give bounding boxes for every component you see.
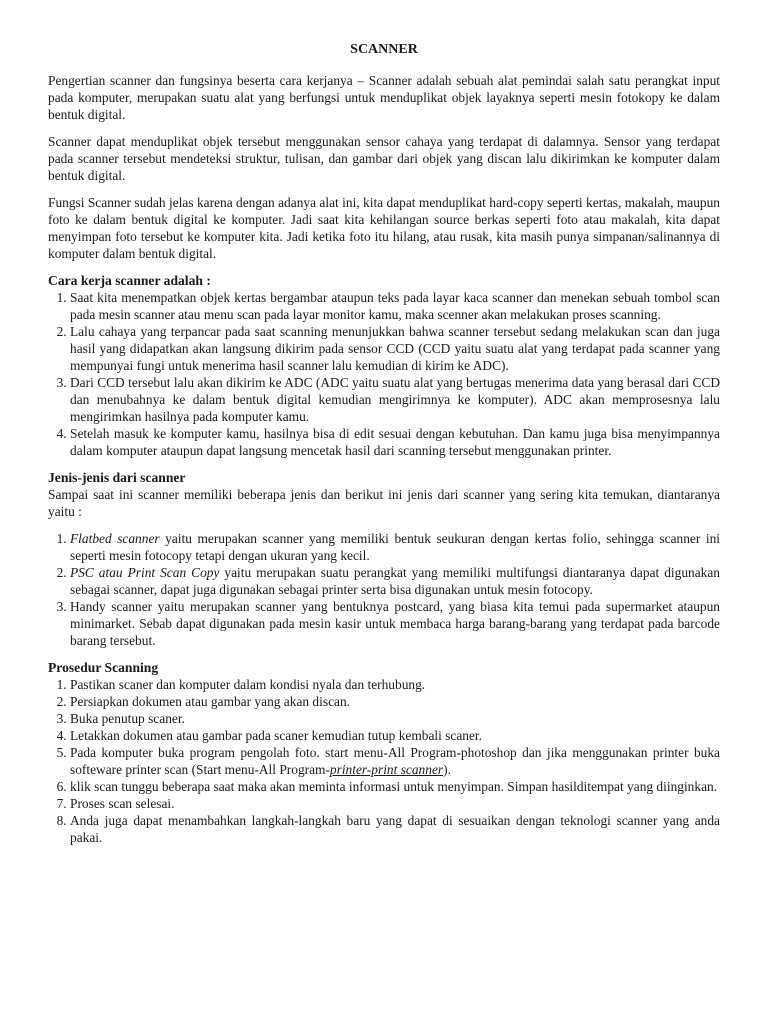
item-text: Pada komputer buka program pengolah foto. start menu-All Program-photoshop dan jika menggunakan printer buka softeware printer scan (Start menu-All Program- [70,745,720,777]
list-item [70,564,720,598]
jenis-list [48,530,720,649]
list-item: 7. Proses scan selesai. [70,795,720,812]
section-heading-prosedur: Prosedur Scanning [48,660,159,675]
section-heading-jenis: Jenis-jenis dari scanner [48,470,186,485]
printer-print-scanner-link[interactable]: printer-print scanner [329,762,444,777]
list-item [70,530,720,564]
list-item: 3. Buka penutup scaner. [70,710,720,727]
list-item: 1. Saat kita menempatkan objek kertas bergambar ataupun teks pada layar kaca scanner dan menekan sebuah tombol scan pada mesin scanner atau menu scan pada layar monitor kamu, maka scenner akan melakukan proses scanning. [70,289,720,323]
list-item [70,598,720,649]
prosedur-list [48,676,720,846]
item-text: yaitu merupakan scanner yang memiliki bentuk seukuran dengan kertas folio, sehingga scanner ini seperti mesin fotocopy tetapi dengan ukuran yang kecil. [70,531,720,563]
item-text: ). [443,762,451,777]
list-item: 1. Pastikan scaner dan komputer dalam kondisi nyala dan terhubung. [70,676,720,693]
item-text: Handy scanner yaitu merupakan scanner yang bentuknya postcard, yang biasa kita temui pada supermarket ataupun minimarket. Sebab dapat digunakan pada mesin kasir untuk membaca harga barang-barang yang terdapat pada barcode barang tersebut. [70,599,720,648]
list-item: 4. Letakkan dokumen atau gambar pada scaner kemudian tutup kembali scaner. [70,727,720,744]
item-text: yaitu merupakan suatu perangkat yang memiliki multifungsi diantaranya dapat digunakan sebagai scanner, dapat juga digunakan sebagai printer serta bisa digunakan untuk mesin fotocopy. [70,565,721,597]
intro-paragraph-3: Fungsi Scanner sudah jelas karena dengan adanya alat ini, kita dapat menduplikat hard-copy seperti kertas, makalah, maupun foto ke dalam bentuk digital ke komputer. Jadi saat kita kehilangan source berkas seperti foto atau makalah, kita dapat menyimpan foto tersebut ke komputer kita. Jadi ketika foto itu hilang, atau rusak, kita masih punya simpanan/salinannya di komputer dalam bentuk digital. [48,195,720,261]
list-item: 2. Lalu cahaya yang terpancar pada saat scanning menunjukkan bahwa scanner tersebut sedang melakukan scan dan juga hasil yang didapatkan akan langsung dikirim pada sensor CCD (CCD yaitu suatu alat yang terdapat pada scanner yang mempunyai fungi untuk menerima hasil scanner lalu kemudian di kirim ke ADC). [70,323,720,374]
list-item: 4. Setelah masuk ke komputer kamu, hasilnya bisa di edit sesuai dengan kebutuhan. Dan kamu juga bisa menyimpannya dalam komputer ataupun dapat langsung mencetak hasil dari scanning tersebut menggunakan printer. [70,425,720,459]
list-item: 2. Persiapkan dokumen atau gambar yang akan discan. [70,693,720,710]
intro-paragraph-2: Scanner dapat menduplikat objek tersebut menggunakan sensor cahaya yang terdapat di dalamnya. Sensor yang terdapat pada scanner tersebut mendeteksi struktur, tulisan, dan gambar dari objek yang discan lalu dikirimkan ke komputer dalam bentuk digital. [48,134,720,183]
list-item: 3. Dari CCD tersebut lalu akan dikirim ke ADC (ADC yaitu suatu alat yang bertugas menerima data yang berasal dari CCD dan menubahnya ke dalam bentuk digital kemudian mengirimnya ke komputer). ADC akan memprosesnya lalu mengirimkan hasilnya pada komputer kamu. [70,374,720,425]
cara-kerja-list [48,289,720,459]
page-title: SCANNER [350,42,418,57]
list-item: 8. Anda juga dapat menambahkan langkah-langkah baru yang dapat di sesuaikan dengan teknologi scanner yang anda pakai. [70,812,720,846]
term-psc: PSC atau Print Scan Copy [70,565,220,580]
term-flatbed: Flatbed scanner [70,531,160,546]
jenis-intro: Sampai saat ini scanner memiliki beberapa jenis dan berikut ini jenis dari scanner yang sering kita temukan, diantaranya yaitu : [48,487,720,519]
intro-paragraph-1: Pengertian scanner dan fungsinya beserta cara kerjanya – Scanner adalah sebuah alat pemindai salah satu perangkat input pada komputer, merupakan suatu alat yang berfungsi untuk menduplikat objek layaknya seperti mesin fotokopy ke dalam bentuk digital. [48,73,720,122]
list-item: 6. klik scan tunggu beberapa saat maka akan meminta informasi untuk menyimpan. Simpan hasilditempat yang diinginkan. [70,778,720,795]
list-item [70,744,720,778]
section-heading-cara-kerja: Cara kerja scanner adalah : [48,273,211,288]
